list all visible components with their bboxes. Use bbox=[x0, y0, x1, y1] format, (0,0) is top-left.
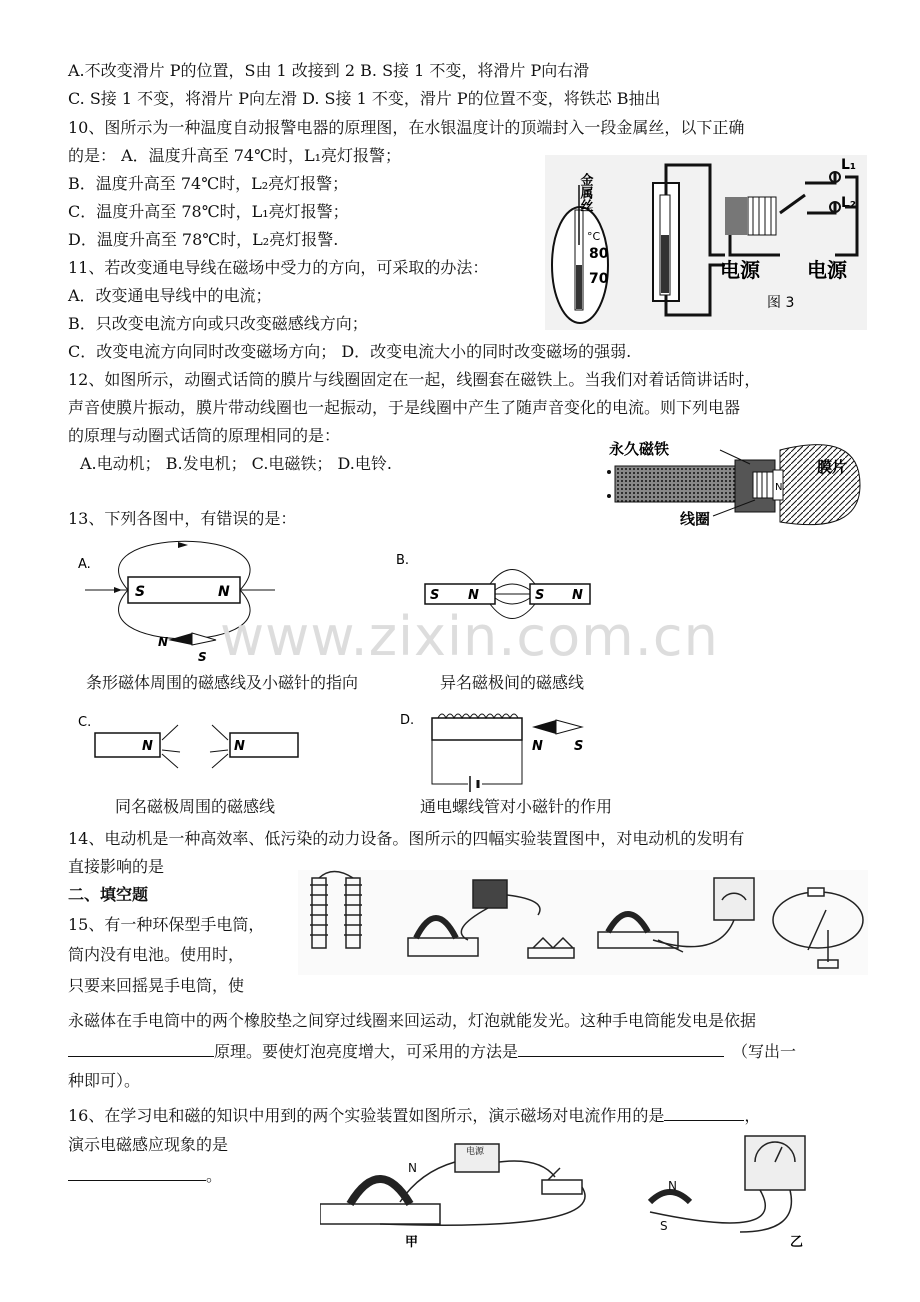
q13-stem: 13、下列各图中，有错误的是： bbox=[68, 509, 297, 528]
q13-b-n2: N bbox=[572, 588, 583, 603]
q15-line-5-text: 原理。要使灯泡亮度增大，可采用的方法是 bbox=[214, 1042, 519, 1061]
q16-power-label: 电源 bbox=[466, 1147, 485, 1157]
q13-d-tag: D. bbox=[400, 713, 415, 728]
q16-yi-s: S bbox=[660, 1219, 668, 1233]
q13-a-n: N bbox=[218, 584, 230, 600]
q12-options: A.电动机； B.发电机； C.电磁铁； D.电铃. bbox=[80, 454, 392, 473]
section-fill-in-title: 二、填空题 bbox=[68, 885, 149, 904]
q16-jia-n: N bbox=[408, 1161, 417, 1175]
q16-yi-n: N bbox=[668, 1179, 677, 1193]
q11-options-cd: C．改变电流方向同时改变磁场方向； D．改变电流大小的同时改变磁场的强弱. bbox=[68, 342, 632, 361]
fig3-metal-label: 金属丝 bbox=[577, 173, 593, 212]
q14-apparatus-figure bbox=[298, 870, 868, 975]
q16-line-3-tail: 。 bbox=[206, 1166, 223, 1185]
q14-stem-1: 14、电动机是一种高效率、低污染的动力设备。图所示的四幅实验装置图中，对电动机的发明有 bbox=[68, 829, 745, 848]
q10-option-b: B．温度升高至 74℃时，L₂亮灯报警； bbox=[68, 174, 349, 193]
q13-a-tag: A. bbox=[78, 557, 91, 572]
q15-line-2: 筒内没有电池。使用时， bbox=[68, 945, 245, 964]
q14-stem-2: 直接影响的是 bbox=[68, 857, 165, 876]
q16-jia-label: 甲 bbox=[405, 1235, 419, 1250]
q16-line-3 bbox=[68, 1164, 222, 1187]
q16-blank-force[interactable] bbox=[664, 1104, 744, 1121]
q12-stem-1: 12、如图所示，动圈式话筒的膜片与线圈固定在一起，线圈套在磁铁上。当我们对着话筒讲话时， bbox=[68, 370, 761, 389]
q13-b-caption: 异名磁极间的磁感线 bbox=[440, 673, 585, 692]
q13-d-compass-s: S bbox=[574, 739, 584, 754]
mic-magnet-label: 永久磁铁 bbox=[609, 440, 670, 458]
q12-stem-3: 的原理与动圈式话筒的原理相同的是： bbox=[68, 426, 341, 445]
q13-a-caption: 条形磁体周围的磁感线及小磁针的指向 bbox=[86, 673, 359, 692]
q15-blank-method[interactable] bbox=[518, 1040, 724, 1057]
watermark: www.zixin.com.cn bbox=[220, 605, 719, 668]
q11-option-b: B．只改变电流方向或只改变磁感线方向； bbox=[68, 314, 368, 333]
q13-a-s: S bbox=[135, 584, 146, 600]
fig3-power-1: 电源 bbox=[720, 258, 760, 282]
q15-line-5 bbox=[68, 1040, 796, 1063]
q15-blank-principle[interactable] bbox=[68, 1040, 214, 1057]
q9-options-cd: C. S接 1 不变，将滑片 P向左滑 D. S接 1 不变，滑片 P的位置不变，将铁芯 B抽出 bbox=[68, 89, 661, 108]
q9-options-ab: A.不改变滑片 P的位置，S由 1 改接到 2 B. S接 1 不变，将滑片 P向右滑 bbox=[68, 61, 590, 80]
fig3-l2-label: L₂ bbox=[841, 195, 857, 211]
q16-line-1-text: 16、在学习电和磁的知识中用到的两个实验装置如图所示，演示磁场对电流作用的是 bbox=[68, 1106, 665, 1125]
q15-line-4: 永磁体在手电筒中的两个橡胶垫之间穿过线圈来回运动，灯泡就能发光。这种手电筒能发电是依据 bbox=[68, 1011, 757, 1030]
q15-line-5-tail: （写出一 bbox=[732, 1042, 797, 1061]
mic-n-label: N bbox=[775, 482, 783, 493]
q10-stem: 10、图所示为一种温度自动报警电器的原理图，在水银温度计的顶端封入一段金属丝，以下正确 bbox=[68, 118, 745, 137]
mic-coil-label: 线圈 bbox=[680, 510, 711, 528]
q13-c-tag: C. bbox=[78, 715, 92, 730]
q15-line-1: 15、有一种环保型手电筒， bbox=[68, 915, 265, 934]
q13-b-s1: S bbox=[430, 588, 440, 603]
q13-c-n2: N bbox=[234, 739, 245, 754]
q13-d-caption: 通电螺线管对小磁针的作用 bbox=[420, 797, 613, 816]
microphone-figure bbox=[605, 440, 867, 530]
alarm-circuit-figure bbox=[545, 155, 867, 330]
q11-option-a: A．改变通电导线中的电流； bbox=[68, 286, 272, 305]
q10-option-d: D．温度升高至 78℃时，L₂亮灯报警. bbox=[68, 230, 339, 249]
mic-membrane-label: 膜片 bbox=[817, 458, 848, 476]
q11-stem: 11、若改变通电导线在磁场中受力的方向，可采取的办法： bbox=[68, 258, 489, 277]
q13-b-n1: N bbox=[468, 588, 479, 603]
fig3-tick-80: 80 bbox=[589, 246, 609, 262]
fig3-caption: 图 3 bbox=[767, 295, 795, 311]
q10-option-a: 的是： A．温度升高至 74℃时，L₁亮灯报警； bbox=[68, 146, 402, 165]
q16-blank-induction[interactable] bbox=[68, 1164, 206, 1181]
q13-c-n1: N bbox=[142, 739, 153, 754]
q13-b-tag: B. bbox=[396, 553, 410, 568]
q10-option-c: C．温度升高至 78℃时，L₁亮灯报警； bbox=[68, 202, 349, 221]
fig3-tick-70: 70 bbox=[589, 271, 609, 287]
q15-line-3: 只要来回摇晃手电筒，使 bbox=[68, 976, 245, 995]
q12-stem-2: 声音使膜片振动，膜片带动线圈也一起振动，于是线圈中产生了随声音变化的电流。则下列电器 bbox=[68, 398, 741, 417]
q16-line-2: 演示电磁感应现象的是 bbox=[68, 1135, 229, 1154]
q13-b-s2: S bbox=[535, 588, 545, 603]
q13-a-compass-s: S bbox=[198, 650, 207, 664]
q13-d-compass-n: N bbox=[532, 739, 543, 754]
fig3-power-2: 电源 bbox=[807, 258, 847, 282]
q13-a-compass-n: N bbox=[158, 635, 169, 649]
q16-yi-label: 乙 bbox=[790, 1235, 804, 1250]
fig3-l1-label: L₁ bbox=[841, 157, 857, 173]
q16-apparatus-figure bbox=[320, 1132, 820, 1250]
q16-line-1 bbox=[68, 1104, 760, 1127]
fig3-unit: °C bbox=[587, 230, 601, 243]
q16-line-1-comma: ， bbox=[744, 1106, 761, 1125]
q13-c-caption: 同名磁极周围的磁感线 bbox=[115, 797, 276, 816]
q15-line-6: 种即可）。 bbox=[68, 1071, 141, 1090]
